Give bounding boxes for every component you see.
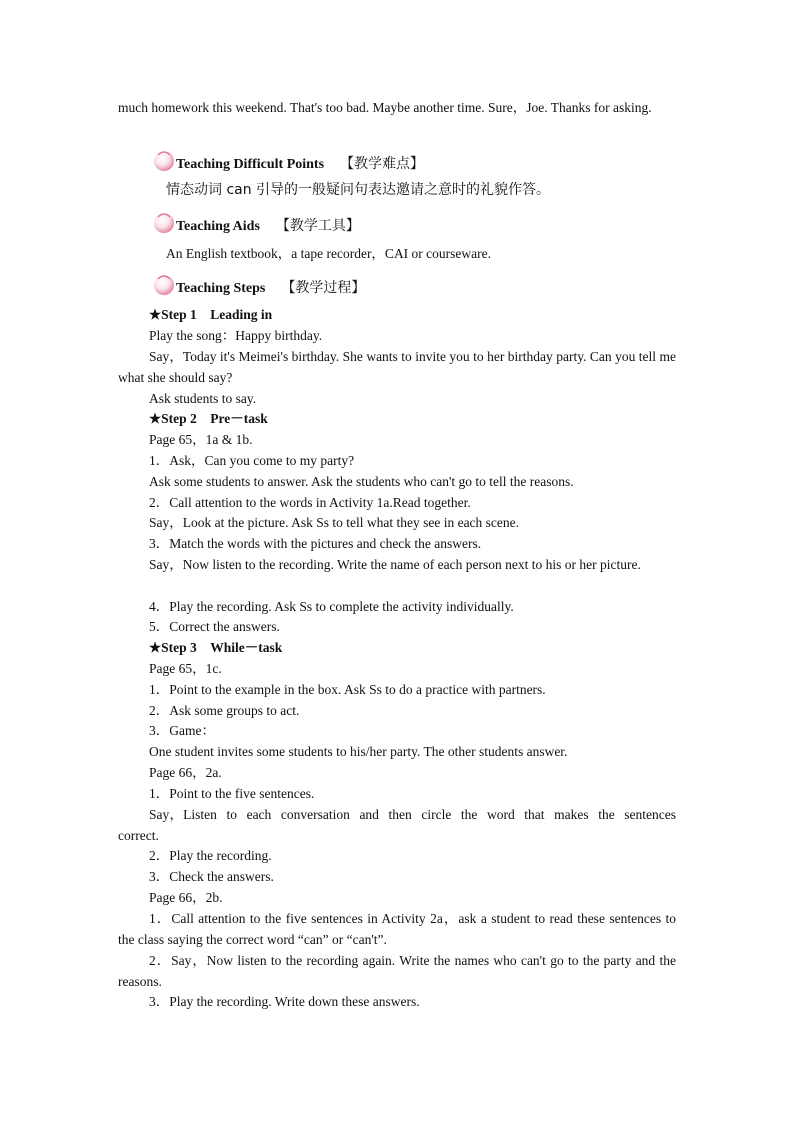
step-1-title: ★Step 1 Leading in: [149, 307, 273, 322]
heading-cn: 【教学工具】: [275, 218, 360, 234]
step-3-line: One student invites some students to his/her party. The other students answer.: [149, 744, 568, 759]
step-2-line: 4．Play the recording. Ask Ss to complete the activity individually.: [149, 599, 514, 614]
heading-cn: 【教学过程】: [281, 280, 366, 296]
heading-en: Teaching Steps: [176, 281, 266, 296]
heading-en: Teaching Aids: [176, 219, 260, 234]
step-3-line: Page 66，2a.: [149, 765, 222, 780]
step-2-line: 2．Call attention to the words in Activity 1a.Read together.: [149, 495, 471, 510]
step-2-line: Ask some students to answer. Ask the students who can't go to tell the reasons.: [149, 474, 574, 489]
heading-cn: 【教学难点】: [340, 156, 425, 172]
paragraph-continuation: much homework this weekend. That's too bad. Maybe another time. Sure，Joe. Thanks for asking.: [118, 100, 652, 115]
step-2-line: 1．Ask，Can you come to my party?: [149, 453, 355, 468]
heading-teaching-difficult-points: [152, 148, 424, 174]
difficult-points-text: 情态动词 can 引导的一般疑问句表达邀请之意时的礼貌作答。: [166, 182, 551, 198]
step-1-line: Play the song：Happy birthday.: [149, 328, 323, 343]
step-2-line: Say，Look at the picture. Ask Ss to tell what they see in each scene.: [149, 515, 520, 530]
step-2-line: 5．Correct the answers.: [149, 619, 280, 634]
pink-bullet-icon: [152, 210, 176, 234]
step-3-line: Page 66，2b.: [149, 890, 223, 905]
heading-teaching-steps: [152, 272, 365, 298]
step-3-line: 3．Play the recording. Write down these answers.: [149, 994, 420, 1009]
teaching-aids-text: An English textbook，a tape recorder，CAI or courseware.: [166, 246, 492, 261]
step-2-line: Page 65，1a & 1b.: [149, 432, 253, 447]
heading-en: Teaching Difficult Points: [176, 157, 325, 172]
heading-teaching-aids: [152, 210, 360, 236]
step-3-line: Say，Listen to each conversation and then circle the word that makes the sentences correct.: [118, 807, 676, 843]
step-1-line: Say，Today it's Meimei's birthday. She wants to invite you to her birthday party. Can you tell me what she should say?: [118, 349, 676, 385]
step-3-line: 2．Play the recording.: [149, 848, 272, 863]
step-2-line: 3．Match the words with the pictures and check the answers.: [149, 536, 482, 551]
step-3-line: Page 65，1c.: [149, 661, 222, 676]
step-2-title: ★Step 2 Pre－task: [149, 411, 268, 426]
step-3-title: ★Step 3 While－task: [149, 640, 283, 655]
step-3-line: 1．Point to the example in the box. Ask Ss to do a practice with partners.: [149, 682, 546, 697]
step-3-line: 1．Point to the five sentences.: [149, 786, 315, 801]
step-2-line: Say，Now listen to the recording. Write the name of each person next to his or her picture.: [149, 557, 641, 572]
step-3-line: 2．Ask some groups to act.: [149, 703, 300, 718]
pink-bullet-icon: [152, 148, 176, 172]
step-1-line: Ask students to say.: [149, 391, 257, 406]
step-3-line: 1．Call attention to the five sentences in Activity 2a，ask a student to read these sentences to the class saying the correct word “can” or “can't”.: [118, 911, 676, 947]
step-3-line: 3．Check the answers.: [149, 869, 274, 884]
pink-bullet-icon: [152, 272, 176, 296]
step-3-line: 3．Game：: [149, 723, 215, 738]
step-3-line: 2．Say，Now listen to the recording again. Write the names who can't go to the party and the reasons.: [118, 953, 676, 989]
